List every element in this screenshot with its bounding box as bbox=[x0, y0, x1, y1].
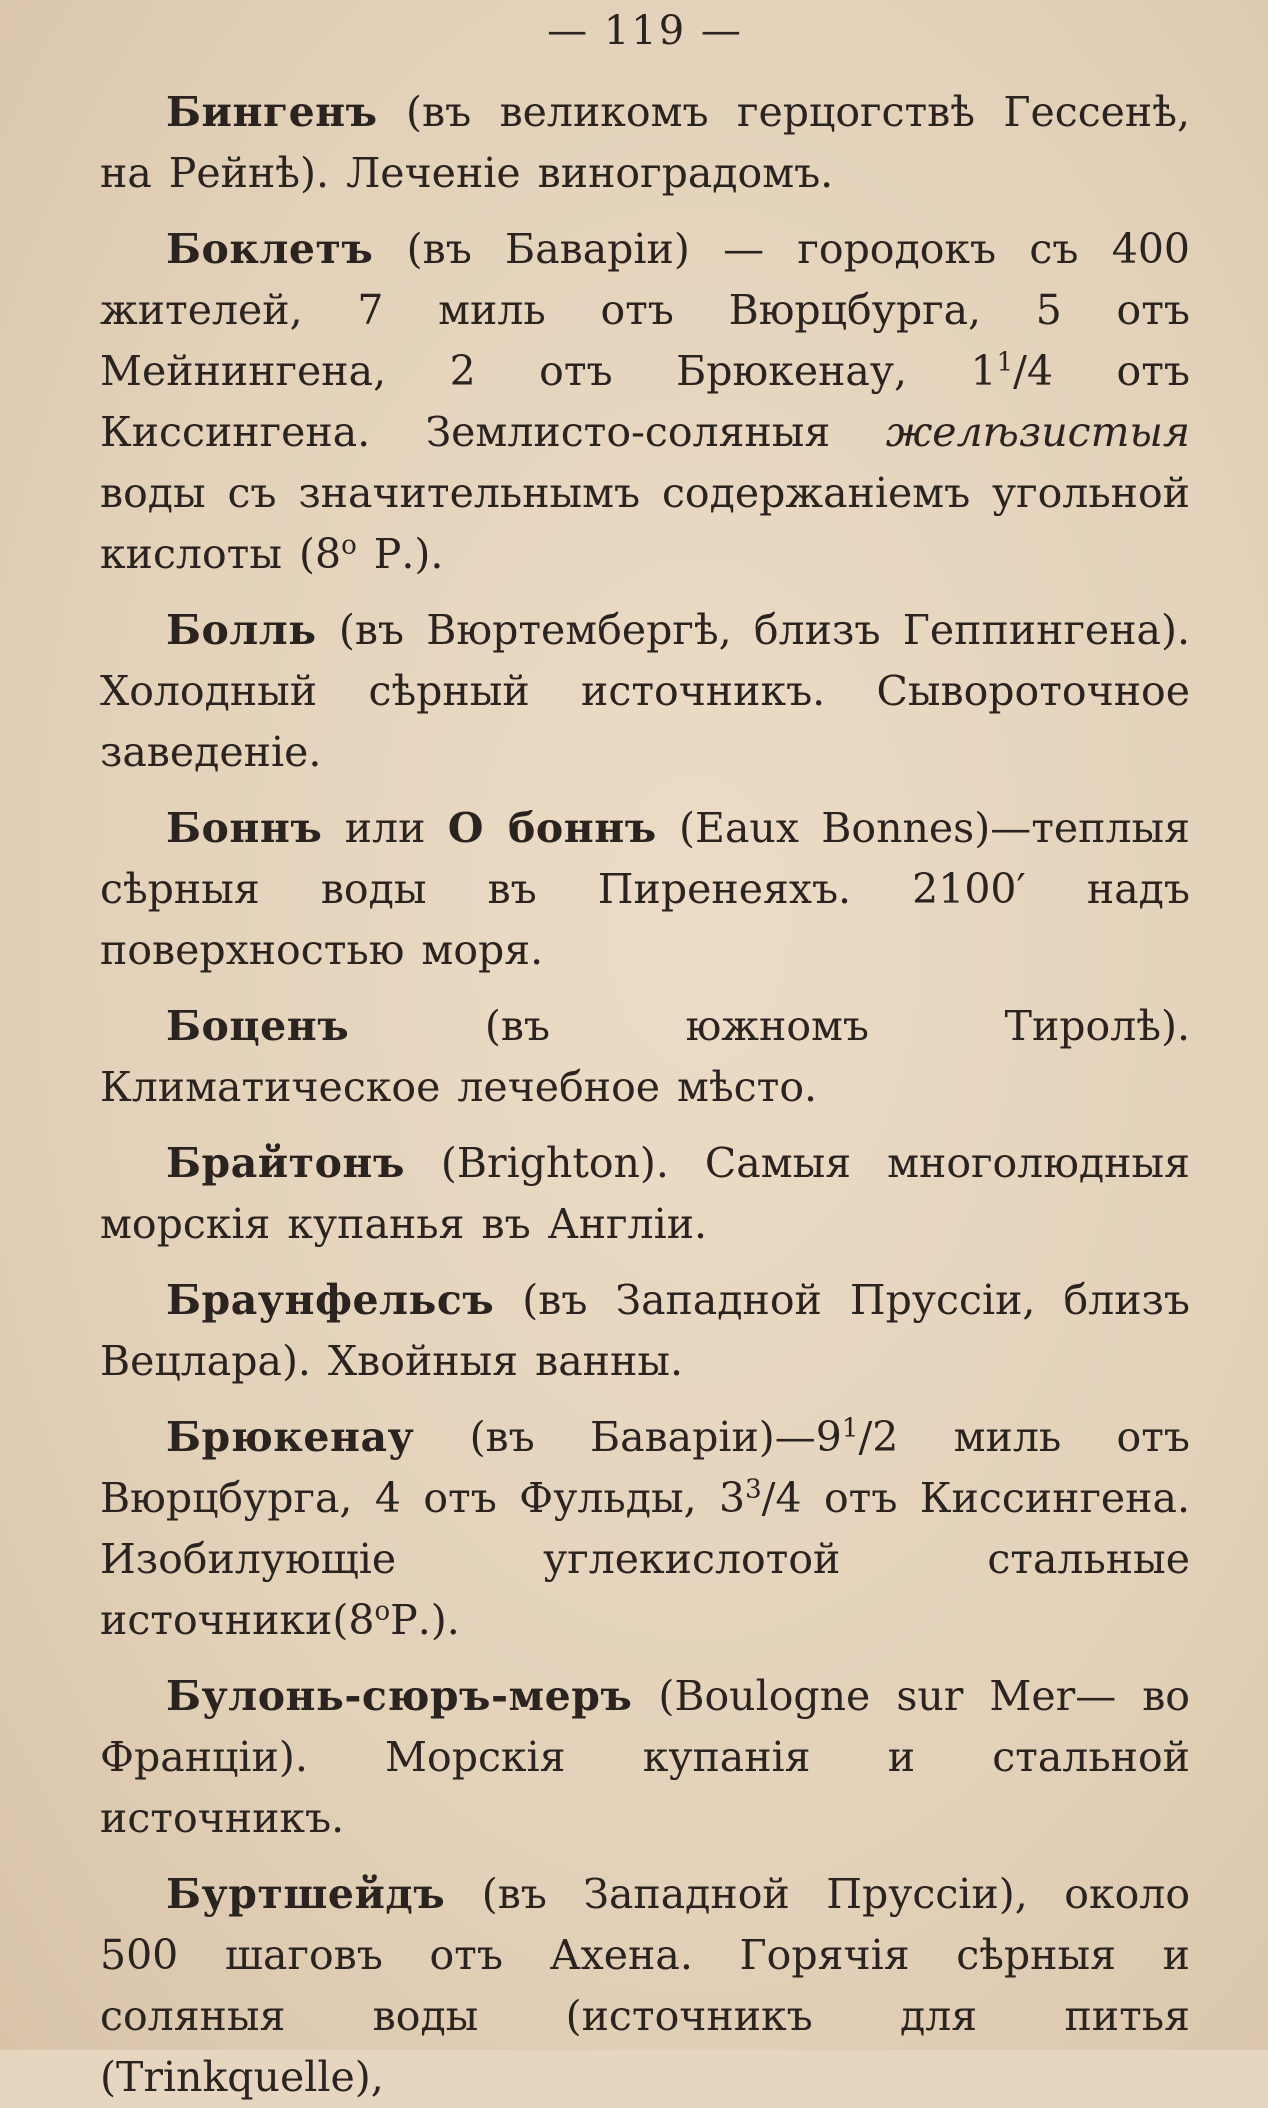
entry-term-alt: О боннъ bbox=[447, 804, 657, 852]
entry-text: Р.). bbox=[356, 530, 444, 578]
superscript: о bbox=[341, 530, 357, 561]
entry-text: или bbox=[322, 804, 448, 852]
entry-text: воды съ значительнымъ содержаніемъ угольной кислоты (8 bbox=[100, 469, 1190, 578]
entry-text: (Boulogne sur Mer— во Франціи). Морскія купанія и стальной источникъ. bbox=[100, 1672, 1190, 1842]
entry-bingen bbox=[100, 82, 1190, 204]
entry-text: (Eaux Bonnes)—теплыя сѣрныя воды въ Пиренеяхъ. 2100′ надъ поверхностью моря. bbox=[100, 804, 1191, 974]
entry-botsen bbox=[100, 996, 1190, 1118]
entry-term: Булонь-сюръ-меръ bbox=[166, 1672, 633, 1720]
entry-braunfels bbox=[100, 1270, 1190, 1392]
entry-text: /2 миль отъ Вюрцбурга, 4 отъ Фульды, 3 bbox=[100, 1413, 1190, 1522]
page-number: — 119 — bbox=[547, 8, 743, 54]
entry-term: Боклетъ bbox=[166, 225, 374, 273]
entry-term: Брюкенау bbox=[166, 1413, 415, 1461]
entry-term: Брайтонъ bbox=[166, 1139, 405, 1187]
entry-text: Р.). bbox=[390, 1596, 460, 1644]
entry-term: Буртшейдъ bbox=[166, 1870, 446, 1918]
entry-burtscheid bbox=[100, 1864, 1190, 2108]
entry-text: (въ южномъ Тиролѣ). Климатическое лечебное мѣсто. bbox=[100, 1002, 1190, 1111]
entry-term: Бингенъ bbox=[166, 88, 378, 136]
entry-text: (въ великомъ герцогствѣ Гессенѣ, на Рейнѣ). Леченіе виноградомъ. bbox=[100, 88, 1190, 197]
entry-text: (въ Баваріи) — городокъ съ 400 жителей, 7 миль отъ Вюрцбурга, 5 отъ Мейнингена, 2 отъ Брюкенау, 1 bbox=[100, 225, 1190, 395]
entry-term: Боценъ bbox=[166, 1002, 350, 1050]
italic-word: желѣзистыя bbox=[885, 408, 1190, 456]
entry-text: (въ Вюртембергѣ, близъ Геппингена). Холодный сѣрный источникъ. Сывороточное заведеніе. bbox=[100, 606, 1190, 776]
entry-bruckenau bbox=[100, 1407, 1190, 1651]
entry-boulogne bbox=[100, 1666, 1190, 1849]
superscript: 1 bbox=[996, 347, 1014, 378]
entry-term: Боннъ bbox=[166, 804, 323, 852]
superscript: о bbox=[374, 1596, 391, 1627]
entry-text: (Brighton). Самыя многолюдныя морскія купанья въ Англіи. bbox=[100, 1139, 1190, 1248]
entry-term: Болль bbox=[166, 606, 317, 654]
entry-text: (въ Западной Пруссіи), около 500 шаговъ отъ Ахена. Горячія сѣрныя и соляныя воды (источникъ для питья (Trinkquelle), bbox=[100, 1870, 1190, 2101]
entry-brighton bbox=[100, 1133, 1190, 1255]
superscript: 1 bbox=[841, 1413, 859, 1444]
entry-boklet bbox=[100, 219, 1190, 585]
superscript: 3 bbox=[745, 1474, 762, 1505]
entry-term: Браунфельсъ bbox=[166, 1276, 495, 1324]
entry-text: (въ Западной Пруссіи, близъ Вецлара). Хвойныя ванны. bbox=[100, 1276, 1190, 1385]
entry-bonn bbox=[100, 798, 1190, 981]
entry-text: /4 отъ Киссингена. Землисто-соляныя bbox=[100, 347, 1190, 456]
entry-text: /4 отъ Киссингена. Изобилующіе углекислотой стальные источники(8 bbox=[100, 1474, 1190, 1644]
entry-boll bbox=[100, 600, 1190, 783]
entry-text: (въ Баваріи)—9 bbox=[414, 1413, 842, 1461]
